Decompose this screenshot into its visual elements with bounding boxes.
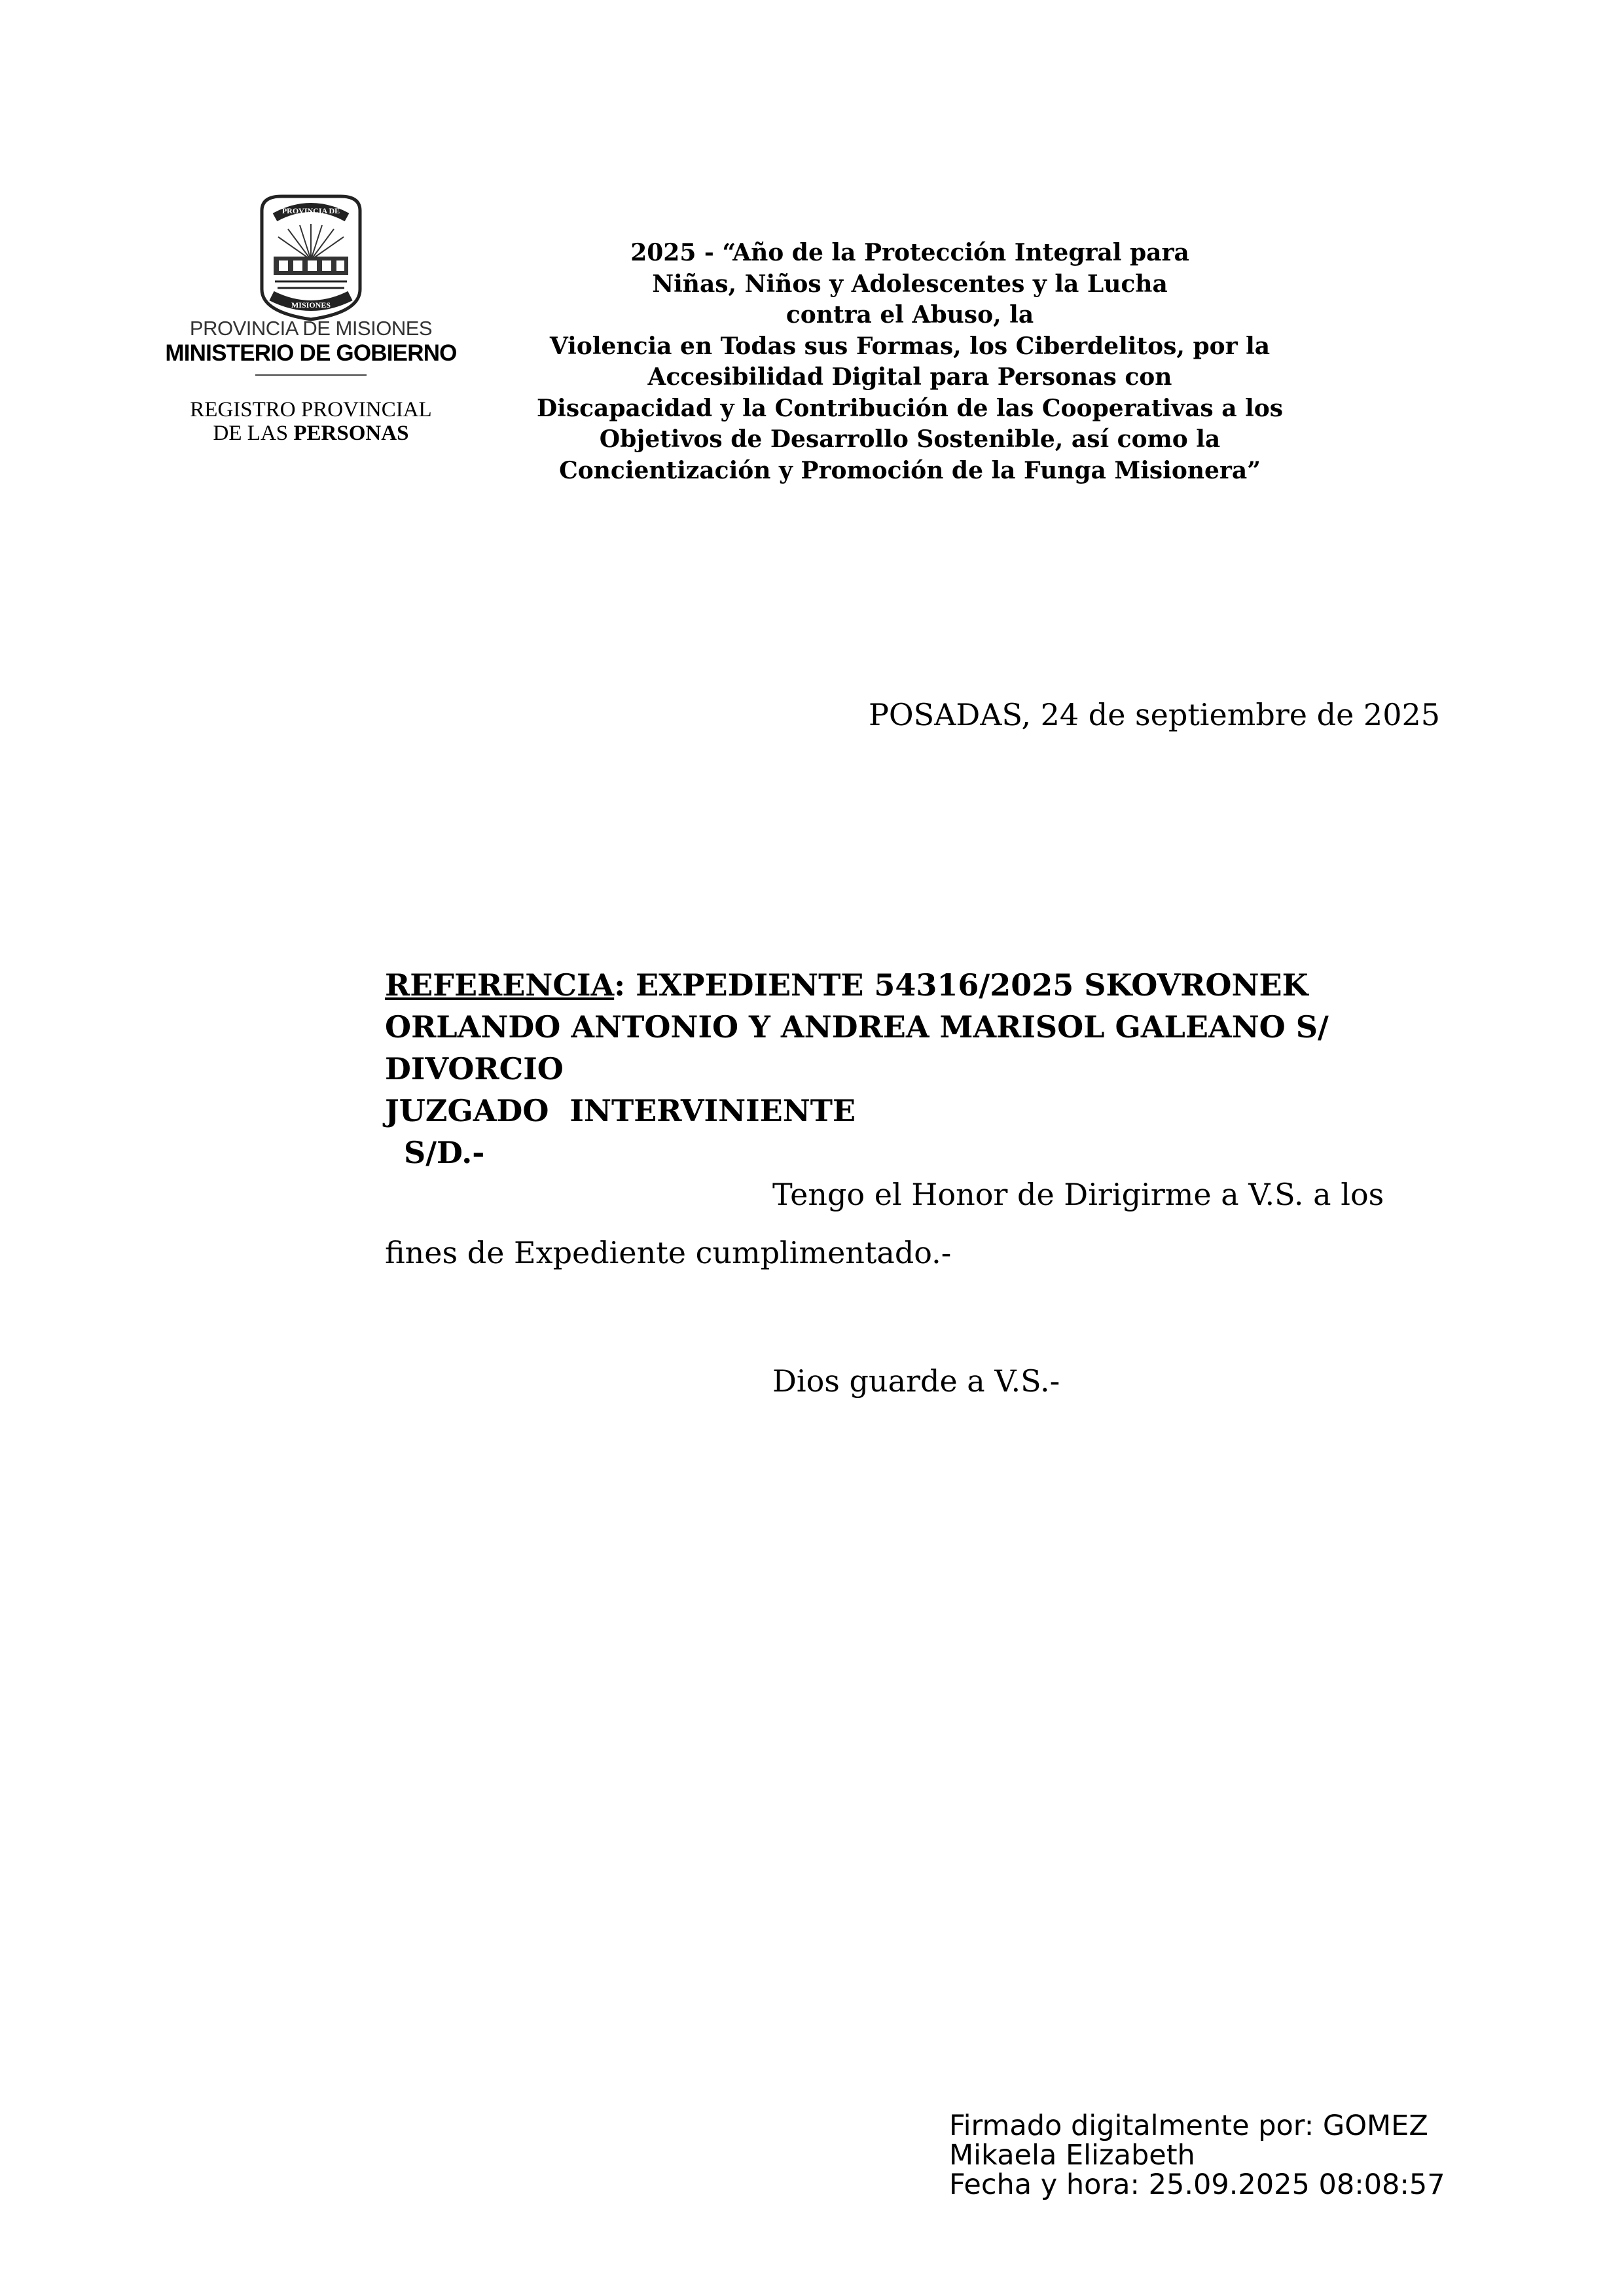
signature-line-3: Fecha y hora: 25.09.2025 08:08:57 [949,2168,1445,2201]
motto-line: Violencia en Todas sus Formas, los Ciberdelitos, por la [549,332,1271,360]
motto-line: 2025 - “Año de la Protección Integral para [630,239,1189,266]
registry-line2-bold: PERSONAS [293,422,409,445]
closing-salutation: Dios guarde a V.S.- [772,1363,1060,1399]
place-date: POSADAS, 24 de septiembre de 2025 [868,697,1440,732]
province-name: PROVINCIA DE MISIONES [189,317,433,340]
provincial-crest-logo [249,191,373,322]
crest-ribbon-bottom-text: MISIONES [291,300,331,310]
signature-line-1: Firmado digitalmente por: GOMEZ [949,2109,1428,2142]
letterhead-logo-block [157,191,465,466]
year-motto [484,238,1335,486]
motto-line: contra el Abuso, la [785,301,1034,329]
reference-line-1 [385,967,1308,1003]
addressee-court: JUZGADO INTERVINIENTE [385,1093,856,1128]
reference-label: REFERENCIA [385,967,615,1003]
motto-line: Accesibilidad Digital para Personas con [647,363,1172,391]
reference-line-2: ORLANDO ANTONIO Y ANDREA MARISOL GALEANO S/ [385,1009,1329,1045]
addressee-sd: S/D.- [404,1135,485,1170]
ministry-name: MINISTERIO DE GOBIERNO [165,340,457,366]
motto-line: Niñas, Niños y Adolescentes y la Lucha [652,270,1168,298]
motto-line: Concientización y Promoción de la Funga Misionera” [559,456,1261,484]
reference-line-3: DIVORCIO [385,1051,564,1086]
signature-line-2: Mikaela Elizabeth [949,2139,1195,2172]
registry-name-line2 [157,422,465,446]
registry-line2-prefix: DE LAS [213,422,289,445]
digital-signature [949,2111,1445,2200]
body-text-line-2: fines de Expediente cumplimentado.- [385,1235,952,1270]
crest-ribbon-top-text: PROVINCIA DE [281,206,340,215]
body-text-line-1: Tengo el Honor de Dirigirme a V.S. a los [772,1177,1384,1212]
registry-name-line1: REGISTRO PROVINCIAL [190,398,432,422]
motto-line: Objetivos de Desarrollo Sostenible, así como la [599,425,1221,453]
reference-expediente: : EXPEDIENTE 54316/2025 SKOVRONEK [614,967,1308,1003]
ministry-divider [255,374,367,376]
motto-line: Discapacidad y la Contribución de las Cooperativas a los [536,394,1284,422]
